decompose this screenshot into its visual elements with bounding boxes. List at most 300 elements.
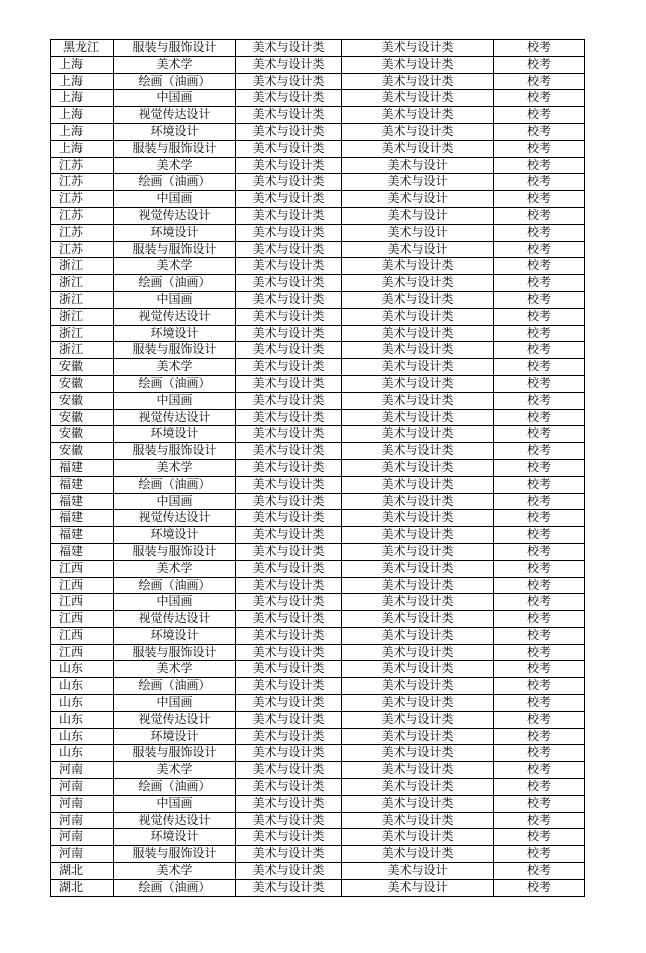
- exam-type-cell: 校考: [494, 762, 585, 779]
- exam-category-cell: 美术与设计类: [342, 291, 494, 308]
- province-cell: 河南: [51, 779, 114, 796]
- major-cell: 环境设计: [114, 527, 236, 544]
- category-cell: 美术与设计类: [236, 342, 342, 359]
- category-cell: 美术与设计类: [236, 359, 342, 376]
- table-row: [51, 443, 585, 460]
- table-row: [51, 207, 585, 224]
- category-cell: 美术与设计类: [236, 863, 342, 880]
- major-cell: 服装与服饰设计: [114, 342, 236, 359]
- major-cell: 中国画: [114, 90, 236, 107]
- exam-category-cell: 美术与设计: [342, 241, 494, 258]
- table-row: [51, 157, 585, 174]
- exam-category-cell: 美术与设计: [342, 863, 494, 880]
- table-row: [51, 275, 585, 292]
- category-cell: 美术与设计类: [236, 275, 342, 292]
- province-cell: 江苏: [51, 174, 114, 191]
- major-cell: 视觉传达设计: [114, 409, 236, 426]
- exam-category-cell: 美术与设计类: [342, 258, 494, 275]
- category-cell: 美术与设计类: [236, 308, 342, 325]
- table-row: [51, 812, 585, 829]
- province-cell: 上海: [51, 73, 114, 90]
- exam-category-cell: 美术与设计类: [342, 779, 494, 796]
- exam-type-cell: 校考: [494, 527, 585, 544]
- table-row: [51, 40, 585, 57]
- exam-category-cell: 美术与设计类: [342, 812, 494, 829]
- table-row: [51, 795, 585, 812]
- province-cell: 浙江: [51, 258, 114, 275]
- category-cell: 美术与设计类: [236, 392, 342, 409]
- province-cell: 福建: [51, 543, 114, 560]
- table-row: [51, 493, 585, 510]
- major-cell: 中国画: [114, 594, 236, 611]
- category-cell: 美术与设计类: [236, 678, 342, 695]
- table-row: [51, 661, 585, 678]
- province-cell: 江西: [51, 611, 114, 628]
- exam-type-cell: 校考: [494, 644, 585, 661]
- exam-type-cell: 校考: [494, 392, 585, 409]
- province-cell: 河南: [51, 846, 114, 863]
- exam-type-cell: 校考: [494, 191, 585, 208]
- table-row: [51, 359, 585, 376]
- table-row: [51, 459, 585, 476]
- exam-type-cell: 校考: [494, 812, 585, 829]
- province-cell: 浙江: [51, 308, 114, 325]
- table-row: [51, 342, 585, 359]
- exam-category-cell: 美术与设计: [342, 174, 494, 191]
- exam-category-cell: 美术与设计类: [342, 711, 494, 728]
- exam-category-cell: 美术与设计类: [342, 661, 494, 678]
- major-cell: 服装与服饰设计: [114, 543, 236, 560]
- category-cell: 美术与设计类: [236, 846, 342, 863]
- exam-type-cell: 校考: [494, 258, 585, 275]
- category-cell: 美术与设计类: [236, 510, 342, 527]
- major-cell: 美术学: [114, 157, 236, 174]
- table-row: [51, 779, 585, 796]
- table-row: [51, 123, 585, 140]
- table-row: [51, 510, 585, 527]
- table-row: [51, 375, 585, 392]
- category-cell: 美术与设计类: [236, 577, 342, 594]
- exam-category-cell: 美术与设计类: [342, 795, 494, 812]
- category-cell: 美术与设计类: [236, 711, 342, 728]
- major-cell: 视觉传达设计: [114, 611, 236, 628]
- category-cell: 美术与设计类: [236, 258, 342, 275]
- exam-category-cell: 美术与设计类: [342, 443, 494, 460]
- category-cell: 美术与设计类: [236, 56, 342, 73]
- major-cell: 美术学: [114, 863, 236, 880]
- table-row: [51, 224, 585, 241]
- category-cell: 美术与设计类: [236, 812, 342, 829]
- table-row: [51, 308, 585, 325]
- table-row: [51, 325, 585, 342]
- category-cell: 美术与设计类: [236, 73, 342, 90]
- exam-category-cell: 美术与设计类: [342, 829, 494, 846]
- major-cell: 美术学: [114, 661, 236, 678]
- category-cell: 美术与设计类: [236, 611, 342, 628]
- major-cell: 绘画（油画）: [114, 678, 236, 695]
- province-cell: 江苏: [51, 224, 114, 241]
- category-cell: 美术与设计类: [236, 174, 342, 191]
- table-body: [51, 40, 585, 897]
- exam-category-cell: 美术与设计类: [342, 594, 494, 611]
- exam-type-cell: 校考: [494, 409, 585, 426]
- major-cell: 视觉传达设计: [114, 207, 236, 224]
- major-cell: 绘画（油画）: [114, 174, 236, 191]
- province-cell: 浙江: [51, 291, 114, 308]
- major-cell: 视觉传达设计: [114, 812, 236, 829]
- table-row: [51, 644, 585, 661]
- category-cell: 美术与设计类: [236, 762, 342, 779]
- category-cell: 美术与设计类: [236, 224, 342, 241]
- category-cell: 美术与设计类: [236, 644, 342, 661]
- exam-category-cell: 美术与设计类: [342, 140, 494, 157]
- exam-category-cell: 美术与设计类: [342, 846, 494, 863]
- category-cell: 美术与设计类: [236, 527, 342, 544]
- category-cell: 美术与设计类: [236, 207, 342, 224]
- exam-category-cell: 美术与设计类: [342, 627, 494, 644]
- exam-category-cell: 美术与设计类: [342, 325, 494, 342]
- major-cell: 环境设计: [114, 728, 236, 745]
- exam-type-cell: 校考: [494, 375, 585, 392]
- table-row: [51, 426, 585, 443]
- exam-category-cell: 美术与设计类: [342, 762, 494, 779]
- exam-type-cell: 校考: [494, 577, 585, 594]
- exam-category-cell: 美术与设计类: [342, 392, 494, 409]
- table-row: [51, 291, 585, 308]
- province-cell: 浙江: [51, 325, 114, 342]
- table-row: [51, 577, 585, 594]
- exam-type-cell: 校考: [494, 627, 585, 644]
- table-row: [51, 409, 585, 426]
- major-cell: 中国画: [114, 392, 236, 409]
- province-cell: 上海: [51, 140, 114, 157]
- exam-category-cell: 美术与设计类: [342, 275, 494, 292]
- exam-category-cell: 美术与设计类: [342, 695, 494, 712]
- exam-type-cell: 校考: [494, 476, 585, 493]
- table-row: [51, 594, 585, 611]
- major-cell: 视觉传达设计: [114, 107, 236, 124]
- table-row: [51, 678, 585, 695]
- exam-type-cell: 校考: [494, 157, 585, 174]
- table-row: [51, 476, 585, 493]
- province-cell: 江苏: [51, 207, 114, 224]
- exam-category-cell: 美术与设计类: [342, 107, 494, 124]
- category-cell: 美术与设计类: [236, 627, 342, 644]
- category-cell: 美术与设计类: [236, 191, 342, 208]
- exam-type-cell: 校考: [494, 779, 585, 796]
- exam-type-cell: 校考: [494, 594, 585, 611]
- category-cell: 美术与设计类: [236, 695, 342, 712]
- category-cell: 美术与设计类: [236, 443, 342, 460]
- province-cell: 江西: [51, 594, 114, 611]
- province-cell: 福建: [51, 510, 114, 527]
- major-cell: 视觉传达设计: [114, 711, 236, 728]
- exam-type-cell: 校考: [494, 560, 585, 577]
- exam-type-cell: 校考: [494, 443, 585, 460]
- province-cell: 山东: [51, 661, 114, 678]
- exam-category-cell: 美术与设计类: [342, 678, 494, 695]
- table-row: [51, 745, 585, 762]
- exam-category-cell: 美术与设计类: [342, 560, 494, 577]
- province-cell: 江西: [51, 627, 114, 644]
- province-cell: 山东: [51, 728, 114, 745]
- table-row: [51, 258, 585, 275]
- table-row: [51, 879, 585, 896]
- exam-category-cell: 美术与设计类: [342, 56, 494, 73]
- exam-category-cell: 美术与设计类: [342, 577, 494, 594]
- exam-category-cell: 美术与设计: [342, 224, 494, 241]
- province-cell: 上海: [51, 107, 114, 124]
- major-cell: 环境设计: [114, 829, 236, 846]
- exam-category-cell: 美术与设计: [342, 207, 494, 224]
- table-row: [51, 140, 585, 157]
- exam-type-cell: 校考: [494, 224, 585, 241]
- exam-category-cell: 美术与设计: [342, 157, 494, 174]
- major-cell: 绘画（油画）: [114, 779, 236, 796]
- major-cell: 服装与服饰设计: [114, 644, 236, 661]
- category-cell: 美术与设计类: [236, 560, 342, 577]
- major-cell: 环境设计: [114, 627, 236, 644]
- exam-type-cell: 校考: [494, 308, 585, 325]
- exam-category-cell: 美术与设计类: [342, 476, 494, 493]
- province-cell: 河南: [51, 812, 114, 829]
- exam-category-cell: 美术与设计类: [342, 611, 494, 628]
- table-row: [51, 543, 585, 560]
- major-cell: 环境设计: [114, 325, 236, 342]
- province-cell: 黑龙江: [51, 40, 114, 57]
- exam-type-cell: 校考: [494, 90, 585, 107]
- exam-type-cell: 校考: [494, 795, 585, 812]
- province-cell: 山东: [51, 711, 114, 728]
- province-cell: 安徽: [51, 375, 114, 392]
- table-row: [51, 107, 585, 124]
- province-cell: 湖北: [51, 863, 114, 880]
- category-cell: 美术与设计类: [236, 459, 342, 476]
- major-cell: 环境设计: [114, 123, 236, 140]
- category-cell: 美术与设计类: [236, 661, 342, 678]
- exam-category-cell: 美术与设计类: [342, 123, 494, 140]
- exam-category-cell: 美术与设计: [342, 879, 494, 896]
- category-cell: 美术与设计类: [236, 241, 342, 258]
- exam-type-cell: 校考: [494, 56, 585, 73]
- province-cell: 安徽: [51, 392, 114, 409]
- province-cell: 福建: [51, 493, 114, 510]
- major-cell: 美术学: [114, 762, 236, 779]
- exam-category-cell: 美术与设计类: [342, 527, 494, 544]
- exam-type-cell: 校考: [494, 275, 585, 292]
- category-cell: 美术与设计类: [236, 90, 342, 107]
- exam-type-cell: 校考: [494, 174, 585, 191]
- major-cell: 绘画（油画）: [114, 73, 236, 90]
- exam-type-cell: 校考: [494, 510, 585, 527]
- province-cell: 浙江: [51, 342, 114, 359]
- province-cell: 湖北: [51, 879, 114, 896]
- province-cell: 上海: [51, 90, 114, 107]
- exam-type-cell: 校考: [494, 426, 585, 443]
- major-cell: 中国画: [114, 795, 236, 812]
- category-cell: 美术与设计类: [236, 795, 342, 812]
- exam-type-cell: 校考: [494, 543, 585, 560]
- province-cell: 安徽: [51, 359, 114, 376]
- exam-category-cell: 美术与设计类: [342, 459, 494, 476]
- category-cell: 美术与设计类: [236, 879, 342, 896]
- exam-type-cell: 校考: [494, 846, 585, 863]
- exam-type-cell: 校考: [494, 73, 585, 90]
- category-cell: 美术与设计类: [236, 157, 342, 174]
- province-cell: 浙江: [51, 275, 114, 292]
- province-cell: 安徽: [51, 426, 114, 443]
- province-cell: 江西: [51, 577, 114, 594]
- exam-type-cell: 校考: [494, 359, 585, 376]
- exam-category-cell: 美术与设计: [342, 191, 494, 208]
- exam-category-cell: 美术与设计类: [342, 90, 494, 107]
- province-cell: 河南: [51, 795, 114, 812]
- major-cell: 绘画（油画）: [114, 577, 236, 594]
- major-cell: 绘画（油画）: [114, 275, 236, 292]
- exam-category-cell: 美术与设计类: [342, 510, 494, 527]
- exam-type-cell: 校考: [494, 745, 585, 762]
- category-cell: 美术与设计类: [236, 426, 342, 443]
- major-cell: 服装与服饰设计: [114, 241, 236, 258]
- exam-type-cell: 校考: [494, 695, 585, 712]
- exam-category-cell: 美术与设计类: [342, 644, 494, 661]
- major-cell: 美术学: [114, 459, 236, 476]
- table-row: [51, 191, 585, 208]
- province-cell: 上海: [51, 56, 114, 73]
- category-cell: 美术与设计类: [236, 291, 342, 308]
- province-cell: 江西: [51, 644, 114, 661]
- category-cell: 美术与设计类: [236, 543, 342, 560]
- table-row: [51, 527, 585, 544]
- exam-category-cell: 美术与设计类: [342, 342, 494, 359]
- table-row: [51, 695, 585, 712]
- exam-type-cell: 校考: [494, 863, 585, 880]
- exam-type-cell: 校考: [494, 493, 585, 510]
- admissions-table: [50, 39, 585, 897]
- major-cell: 中国画: [114, 291, 236, 308]
- category-cell: 美术与设计类: [236, 493, 342, 510]
- province-cell: 福建: [51, 476, 114, 493]
- province-cell: 山东: [51, 695, 114, 712]
- exam-type-cell: 校考: [494, 678, 585, 695]
- category-cell: 美术与设计类: [236, 594, 342, 611]
- category-cell: 美术与设计类: [236, 107, 342, 124]
- table-row: [51, 627, 585, 644]
- exam-type-cell: 校考: [494, 728, 585, 745]
- exam-type-cell: 校考: [494, 879, 585, 896]
- major-cell: 服装与服饰设计: [114, 140, 236, 157]
- exam-type-cell: 校考: [494, 711, 585, 728]
- exam-category-cell: 美术与设计类: [342, 728, 494, 745]
- exam-category-cell: 美术与设计类: [342, 308, 494, 325]
- exam-type-cell: 校考: [494, 241, 585, 258]
- major-cell: 中国画: [114, 695, 236, 712]
- province-cell: 江西: [51, 560, 114, 577]
- category-cell: 美术与设计类: [236, 140, 342, 157]
- exam-category-cell: 美术与设计类: [342, 375, 494, 392]
- province-cell: 江苏: [51, 157, 114, 174]
- major-cell: 绘画（油画）: [114, 879, 236, 896]
- exam-type-cell: 校考: [494, 123, 585, 140]
- exam-category-cell: 美术与设计类: [342, 359, 494, 376]
- table-row: [51, 863, 585, 880]
- province-cell: 河南: [51, 762, 114, 779]
- category-cell: 美术与设计类: [236, 779, 342, 796]
- exam-type-cell: 校考: [494, 611, 585, 628]
- province-cell: 安徽: [51, 443, 114, 460]
- category-cell: 美术与设计类: [236, 375, 342, 392]
- major-cell: 服装与服饰设计: [114, 846, 236, 863]
- exam-type-cell: 校考: [494, 140, 585, 157]
- exam-type-cell: 校考: [494, 661, 585, 678]
- category-cell: 美术与设计类: [236, 325, 342, 342]
- category-cell: 美术与设计类: [236, 40, 342, 57]
- category-cell: 美术与设计类: [236, 728, 342, 745]
- major-cell: 中国画: [114, 493, 236, 510]
- province-cell: 山东: [51, 678, 114, 695]
- table-row: [51, 762, 585, 779]
- major-cell: 服装与服饰设计: [114, 745, 236, 762]
- major-cell: 中国画: [114, 191, 236, 208]
- exam-category-cell: 美术与设计类: [342, 543, 494, 560]
- table-row: [51, 846, 585, 863]
- major-cell: 美术学: [114, 258, 236, 275]
- table-row: [51, 90, 585, 107]
- exam-type-cell: 校考: [494, 107, 585, 124]
- province-cell: 福建: [51, 527, 114, 544]
- province-cell: 江苏: [51, 241, 114, 258]
- exam-type-cell: 校考: [494, 829, 585, 846]
- province-cell: 河南: [51, 829, 114, 846]
- major-cell: 绘画（油画）: [114, 476, 236, 493]
- table-row: [51, 73, 585, 90]
- category-cell: 美术与设计类: [236, 409, 342, 426]
- major-cell: 服装与服饰设计: [114, 40, 236, 57]
- table-row: [51, 829, 585, 846]
- major-cell: 美术学: [114, 560, 236, 577]
- exam-type-cell: 校考: [494, 325, 585, 342]
- table-row: [51, 560, 585, 577]
- table-row: [51, 711, 585, 728]
- major-cell: 美术学: [114, 359, 236, 376]
- exam-type-cell: 校考: [494, 291, 585, 308]
- major-cell: 视觉传达设计: [114, 510, 236, 527]
- province-cell: 上海: [51, 123, 114, 140]
- exam-type-cell: 校考: [494, 40, 585, 57]
- category-cell: 美术与设计类: [236, 123, 342, 140]
- province-cell: 江苏: [51, 191, 114, 208]
- exam-category-cell: 美术与设计类: [342, 409, 494, 426]
- table-row: [51, 174, 585, 191]
- province-cell: 安徽: [51, 409, 114, 426]
- exam-category-cell: 美术与设计类: [342, 40, 494, 57]
- major-cell: 环境设计: [114, 224, 236, 241]
- province-cell: 山东: [51, 745, 114, 762]
- category-cell: 美术与设计类: [236, 745, 342, 762]
- major-cell: 视觉传达设计: [114, 308, 236, 325]
- table-row: [51, 241, 585, 258]
- table-row: [51, 56, 585, 73]
- category-cell: 美术与设计类: [236, 829, 342, 846]
- exam-type-cell: 校考: [494, 342, 585, 359]
- major-cell: 绘画（油画）: [114, 375, 236, 392]
- exam-type-cell: 校考: [494, 459, 585, 476]
- table-row: [51, 392, 585, 409]
- table-row: [51, 611, 585, 628]
- province-cell: 福建: [51, 459, 114, 476]
- exam-category-cell: 美术与设计类: [342, 493, 494, 510]
- category-cell: 美术与设计类: [236, 476, 342, 493]
